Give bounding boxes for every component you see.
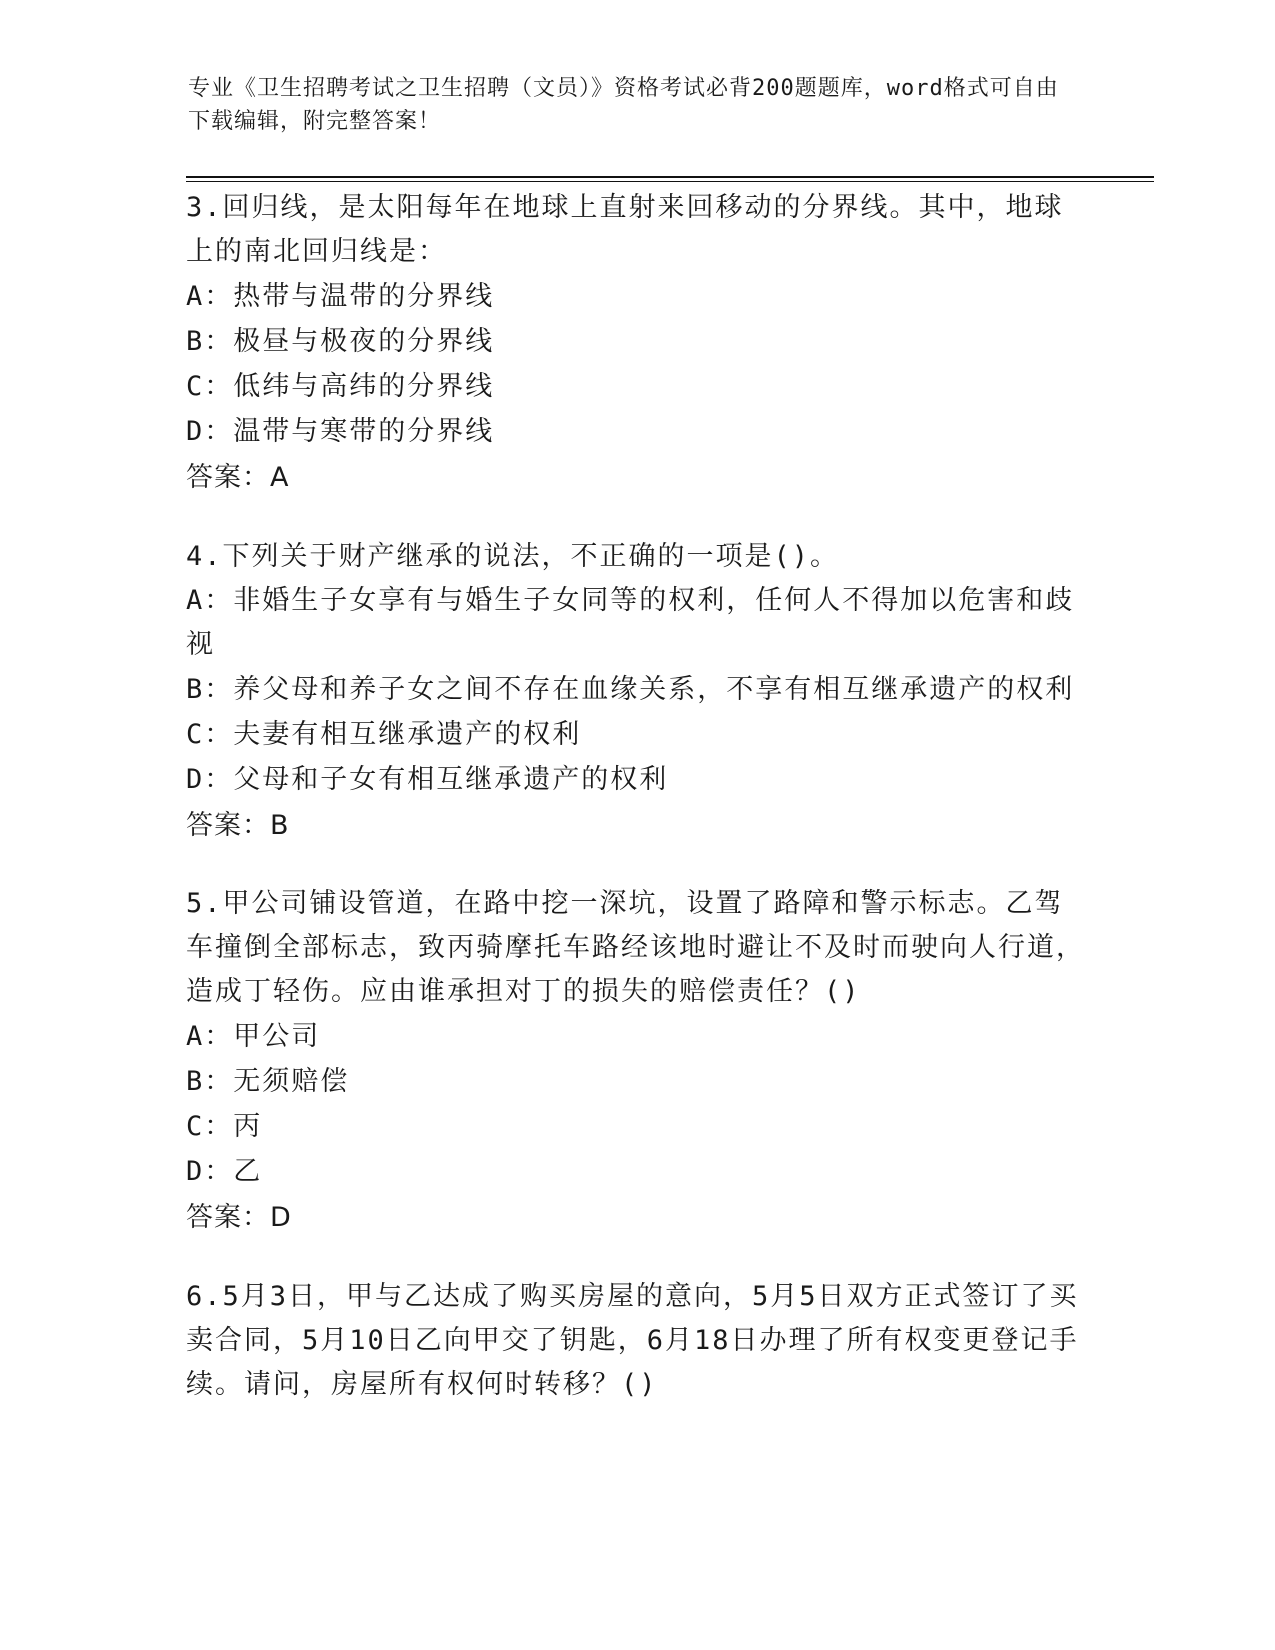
answer: 答案：B [186,810,290,841]
question-stem: 6.5月3日，甲与乙达成了购买房屋的意向，5月5日双方正式签订了买卖合同，5月10日乙向甲交了钥匙，6月18日办理了所有权变更登记手续。请问，房屋所有权何时转移？() [186,1281,1079,1400]
header-divider-thick [186,176,1154,178]
question-3 [186,186,1086,502]
option-a: A：甲公司 [186,1021,321,1052]
header-divider-thin [186,181,1154,182]
question-stem: 3.回归线，是太阳每年在地球上直射来回移动的分界线。其中，地球上的南北回归线是： [186,192,1064,267]
option-d: D：乙 [186,1156,263,1187]
option-c: C：低纬与高纬的分界线 [186,371,495,402]
option-b: B：养父母和养子女之间不存在血缘关系，不享有相互继承遗产的权利 [186,674,1075,705]
option-c: C：丙 [186,1111,263,1142]
document-header: 专业《卫生招聘考试之卫生招聘（文员）》资格考试必背200题题库，word格式可自由下载编辑，附完整答案！ [188,76,1059,134]
question-6 [186,1275,1086,1407]
option-b: B：极昼与极夜的分界线 [186,326,495,357]
option-a: A：热带与温带的分界线 [186,281,495,312]
question-5 [186,882,1086,1242]
option-a: A：非婚生子女享有与婚生子女同等的权利，任何人不得加以危害和歧视 [186,585,1075,660]
answer: 答案：A [186,462,290,493]
answer: 答案：D [186,1202,292,1233]
option-d: D：温带与寒带的分界线 [186,416,495,447]
question-4 [186,535,1086,850]
question-stem: 5.甲公司铺设管道，在路中挖一深坑，设置了路障和警示标志。乙驾车撞倒全部标志，致丙骑摩托车路经该地时避让不及时而驶向人行道，造成丁轻伤。应由谁承担对丁的损失的赔偿责任？() [186,888,1085,1007]
option-c: C：夫妻有相互继承遗产的权利 [186,719,582,750]
option-b: B：无须赔偿 [186,1066,350,1097]
question-stem: 4.下列关于财产继承的说法，不正确的一项是()。 [186,541,840,572]
option-d: D：父母和子女有相互继承遗产的权利 [186,764,669,795]
